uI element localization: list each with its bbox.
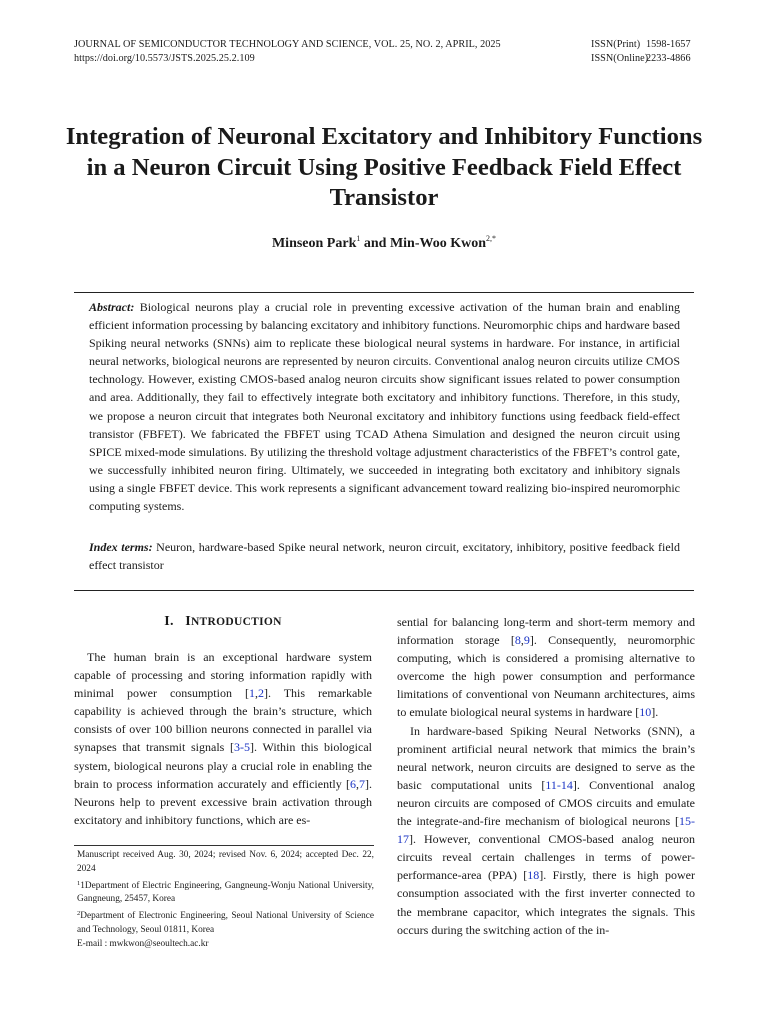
footnote-rule [74,845,374,846]
citation-link[interactable]: 11-14 [545,777,573,792]
author-separator: and [360,236,390,251]
author-list [74,234,694,252]
text-run: ]. This remarkable capability is achieved through the brain’s structure, which consists of over 100 billion neurons connected in parallel via synapses that transmit signals [ [74,686,373,755]
author-affiliation-mark: 1 [356,234,361,243]
running-header [74,38,534,65]
text-run: ]. Firstly, there is high power consumption associated with the first inverter connected to the membrane capacitor, which integrates the signals. This occurs during the switching action of the in- [397,868,695,937]
index-terms-label: Index terms: [89,540,153,554]
paragraph [74,648,372,829]
citation-link[interactable]: 8 [514,633,521,648]
issn-online-label: ISSN(Online) [591,52,649,64]
doi-link[interactable]: https://doi.org/10.5573/JSTS.2025.25.2.109 [74,52,255,64]
affiliation-text: Department of Electronic Engineering, Seoul National University of Science and Technology, Seoul 01811, Korea [77,911,374,935]
corresponding-email[interactable]: E-mail : mwkwon@seoultech.ac.kr [77,938,209,949]
author-name: Min-Woo Kwon [389,236,487,251]
text-run: ]. Consequently, neuromorphic computing, which is considered a promising alternative to overcome the high power consumption and performance limitations of conventional von Neumann architectures, aims to emulate biological neural systems in hardware [ [397,633,695,720]
text-run: , [356,776,359,791]
right-column [397,613,695,939]
citation-link[interactable]: 3-5 [234,740,251,755]
citation-link[interactable]: 2 [257,686,264,701]
author-name: Minseon Park [271,236,357,251]
issn-block [591,38,711,65]
issn-print: 1598-1657 [646,39,691,50]
citation-link[interactable]: 7 [359,776,365,791]
citation-link[interactable]: 15-17 [397,814,695,847]
text-run: ]. However, conventional CMOS-based analog neuron circuits reveal certain challenges in terms of power-performance-area (PPA) [ [397,832,695,883]
paragraph [397,722,695,939]
left-column [74,648,372,829]
paragraph [397,613,695,722]
citation-link[interactable]: 1 [248,686,255,701]
citation-link[interactable]: 18 [527,868,540,883]
affiliation-2 [77,907,374,938]
affiliation-1 [77,877,374,908]
author-affiliation-mark: 2,* [486,234,497,243]
index-terms-text: Neuron, hardware-based Spike neural network, neuron circuit, excitatory, inhibitory, positive feedback field effect transistor [89,540,681,573]
section-title-initial: I [185,614,191,629]
manuscript-dates: Manuscript received Aug. 30, 2024; revised Nov. 6, 2024; accepted Dec. 22, 2024 [77,850,374,874]
issn-print-label: ISSN(Print) [591,39,641,50]
index-terms [89,538,680,574]
footnotes [77,849,374,952]
abstract-bottom-rule [74,590,694,591]
abstract-text: Biological neurons play a crucial role in preventing excessive activation of the human brain and enabling efficient information processing by balancing excitatory and inhibitory functions. Neuromorphic chips and hardware based Spiking neural networks (SNNs) aim to replicate these biological neural systems in hardware. For instance, in artificial neural networks, biological neurons are represented by neuron circuits. Conventional analog neuron circuits utilize CMOS technology. However, existing CMOS-based analog neuron circuits show significant issues related to power consumption and area. Additionally, they fail to effectively integrate both excitatory and inhibitory functions. Therefore, in this study, we propose a neuron circuit that integrates both Neuronal excitatory and inhibitory functions using feedback field-effect transistor (FBFET). We fabricated the FBFET using TCAD Athena Simulation and designed the neuron circuit using SPICE mixed-mode simulations. By utilizing the threshold voltage adjustment characteristics of the FBFET’s control gate, we successfully inhibited neuron firing. Ultimately, we succeeded in integrating both excitatory and inhibitory signals using a single FBFET device. This work represents a significant advancement toward realizing bio-inspired neuromorphic computing systems. [89,300,680,514]
text-run: , [254,686,258,701]
text-run: , [520,633,524,648]
text-run: sential for balancing long-term and short-term memory and information storage [ [397,615,695,648]
abstract [89,298,680,515]
text-run: ]. Within this biological system, biological neurons play a crucial role in enabling the brain to process information accurately and efficiently [ [74,740,372,791]
section-title-rest: NTRODUCTION [190,616,282,628]
text-run: ]. Neurons help to prevent excessive brain activation through excitatory and inhibitory functions, which are es- [74,776,372,827]
affiliation-mark: 2 [77,910,81,918]
citation-link[interactable]: 9 [523,633,530,648]
citation-link[interactable]: 10 [639,705,652,720]
abstract-top-rule [74,292,694,293]
text-run: ]. [651,705,659,720]
text-run: ]. Conventional analog neuron circuits are composed of CMOS circuits and emulate the integrate-and-fire mechanism of biological neurons [ [397,777,696,829]
affiliation-text: 1Department of Electric Engineering, Gangneung-Wonju National University, Gangneung, 25457, Korea [77,880,374,905]
issn-online: 2233-4866 [646,52,691,64]
abstract-label: Abstract: [89,300,135,314]
citation-link[interactable]: 6 [350,776,356,791]
section-number: I. [164,614,174,629]
affiliation-mark: 1 [77,879,81,887]
paper-title: Integration of Neuronal Excitatory and Inhibitory Functions in a Neuron Circuit Using Positive Feedback Field Effect Transistor [65,123,703,211]
journal-name: JOURNAL OF SEMICONDUCTOR TECHNOLOGY AND SCIENCE, VOL. 25, NO. 2, APRIL, 2025 [74,39,501,50]
text-run: The human brain is an exceptional hardware system capable of processing and storing information rapidly with minimal power consumption [ [74,650,372,701]
text-run: In hardware-based Spiking Neural Networks (SNN), a prominent artificial neural network that mimics the brain’s neural network, neuron circuits are designed to serve as the basic computational units [ [397,723,695,792]
section-heading [74,614,372,630]
